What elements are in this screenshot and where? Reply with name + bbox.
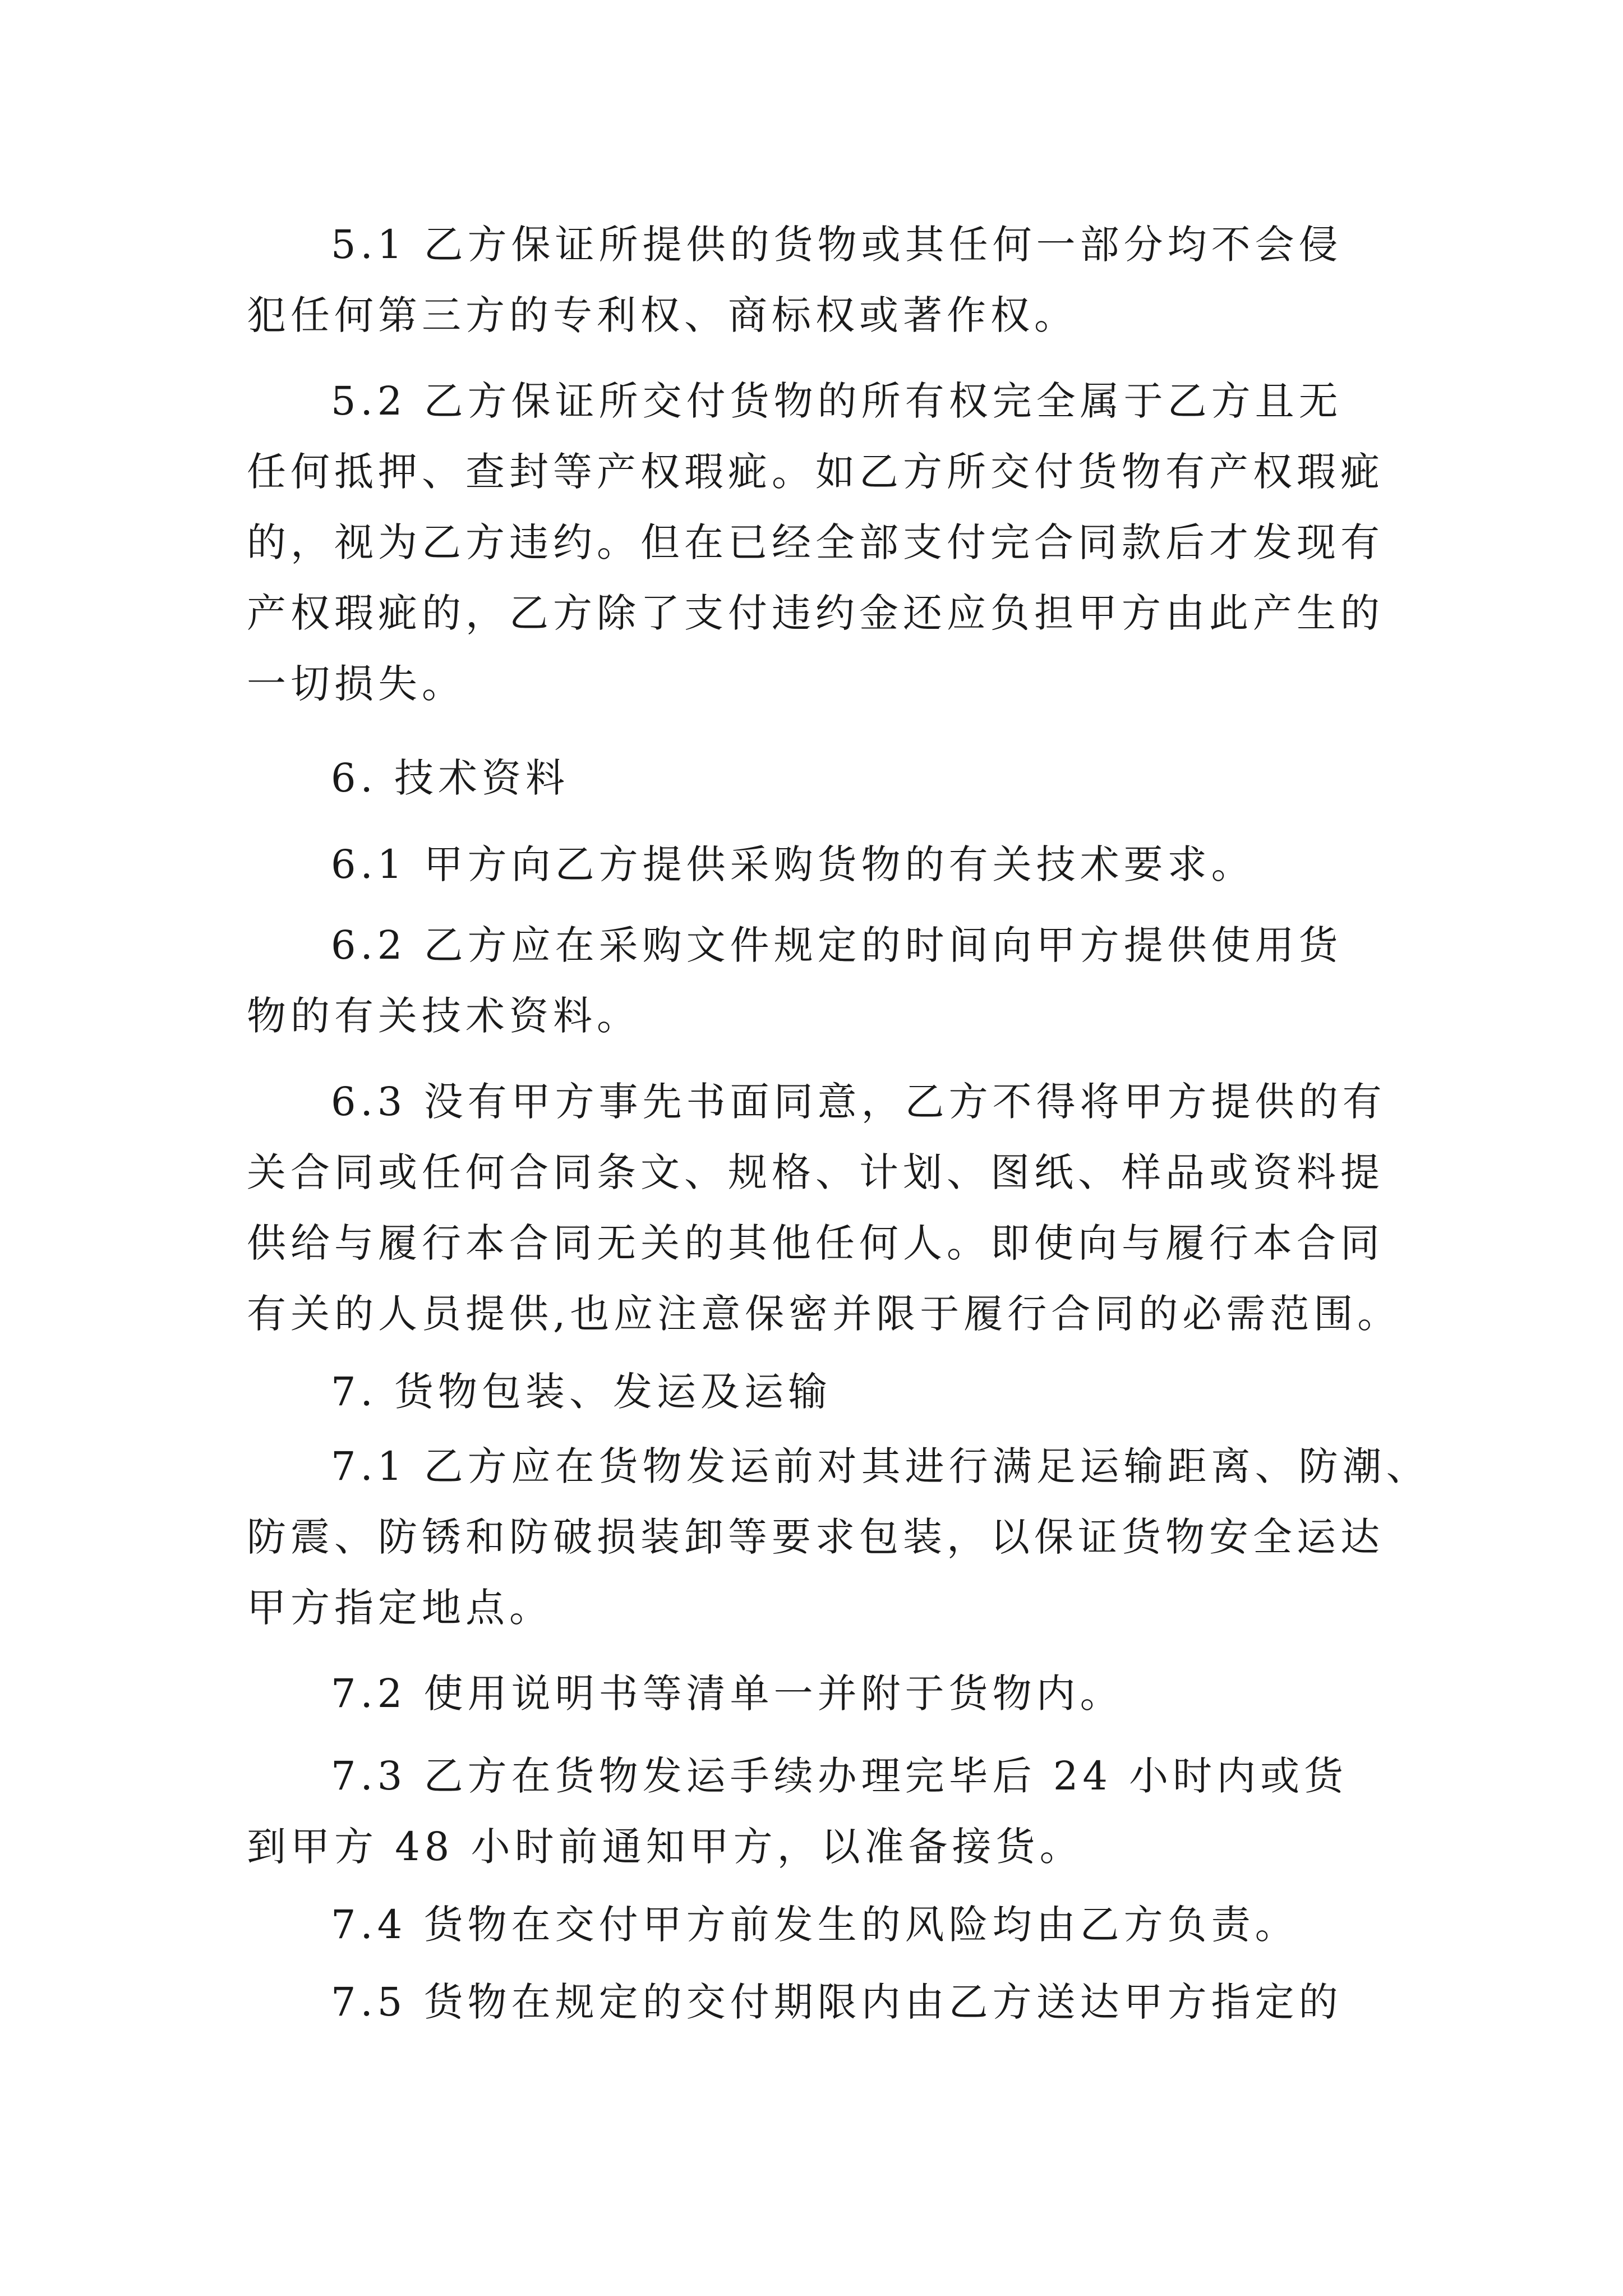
section-7-heading: 7. 货物包装、发运及运输 bbox=[331, 1369, 832, 1415]
clause-7-1-line-3: 甲方指定地点。 bbox=[247, 1585, 553, 1631]
clause-6-3-line-2: 关合同或任何合同条文、规格、计划、图纸、样品或资料提 bbox=[247, 1149, 1384, 1195]
clause-6-3-line-4: 有关的人员提供,也应注意保密并限于履行合同的必需范围。 bbox=[247, 1291, 1401, 1337]
clause-6-1-line-1: 6.1 甲方向乙方提供采购货物的有关技术要求。 bbox=[331, 841, 1255, 887]
clause-7-5-line-1: 7.5 货物在规定的交付期限内由乙方送达甲方指定的 bbox=[331, 1979, 1343, 2025]
clause-5-1-line-2: 犯任何第三方的专利权、商标权或著作权。 bbox=[247, 292, 1078, 338]
section-6-heading: 6. 技术资料 bbox=[331, 755, 570, 801]
clause-6-3-line-1: 6.3 没有甲方事先书面同意，乙方不得将甲方提供的有 bbox=[331, 1079, 1386, 1125]
clause-5-2-line-1: 5.2 乙方保证所交付货物的所有权完全属于乙方且无 bbox=[331, 378, 1343, 424]
clause-6-3-line-3: 供给与履行本合同无关的其他任何人。即使向与履行本合同 bbox=[247, 1220, 1384, 1266]
clause-5-1-line-1: 5.1 乙方保证所提供的货物或其任何一部分均不会侵 bbox=[331, 222, 1343, 268]
clause-7-2-line-1: 7.2 使用说明书等清单一并附于货物内。 bbox=[331, 1671, 1124, 1717]
clause-5-2-line-3: 的，视为乙方违约。但在已经全部支付完合同款后才发现有 bbox=[247, 519, 1384, 565]
clause-6-2-line-1: 6.2 乙方应在采购文件规定的时间向甲方提供使用货 bbox=[331, 922, 1343, 968]
clause-7-3-line-1: 7.3 乙方在货物发运手续办理完毕后 24 小时内或货 bbox=[331, 1753, 1348, 1799]
clause-5-2-line-4: 产权瑕疵的，乙方除了支付违约金还应负担甲方由此产生的 bbox=[247, 590, 1384, 636]
clause-7-3-line-2: 到甲方 48 小时前通知甲方，以准备接货。 bbox=[247, 1824, 1083, 1870]
clause-7-1-line-1: 7.1 乙方应在货物发运前对其进行满足运输距离、防潮、 bbox=[331, 1443, 1430, 1489]
clause-5-2-line-5: 一切损失。 bbox=[247, 661, 465, 707]
clause-6-2-line-2: 物的有关技术资料。 bbox=[247, 993, 640, 1039]
clause-5-2-line-2: 任何抵押、查封等产权瑕疵。如乙方所交付货物有产权瑕疵 bbox=[247, 449, 1384, 495]
clause-7-1-line-2: 防震、防锈和防破损装卸等要求包装，以保证货物安全运达 bbox=[247, 1514, 1384, 1560]
clause-7-4-line-1: 7.4 货物在交付甲方前发生的风险均由乙方负责。 bbox=[331, 1902, 1299, 1948]
